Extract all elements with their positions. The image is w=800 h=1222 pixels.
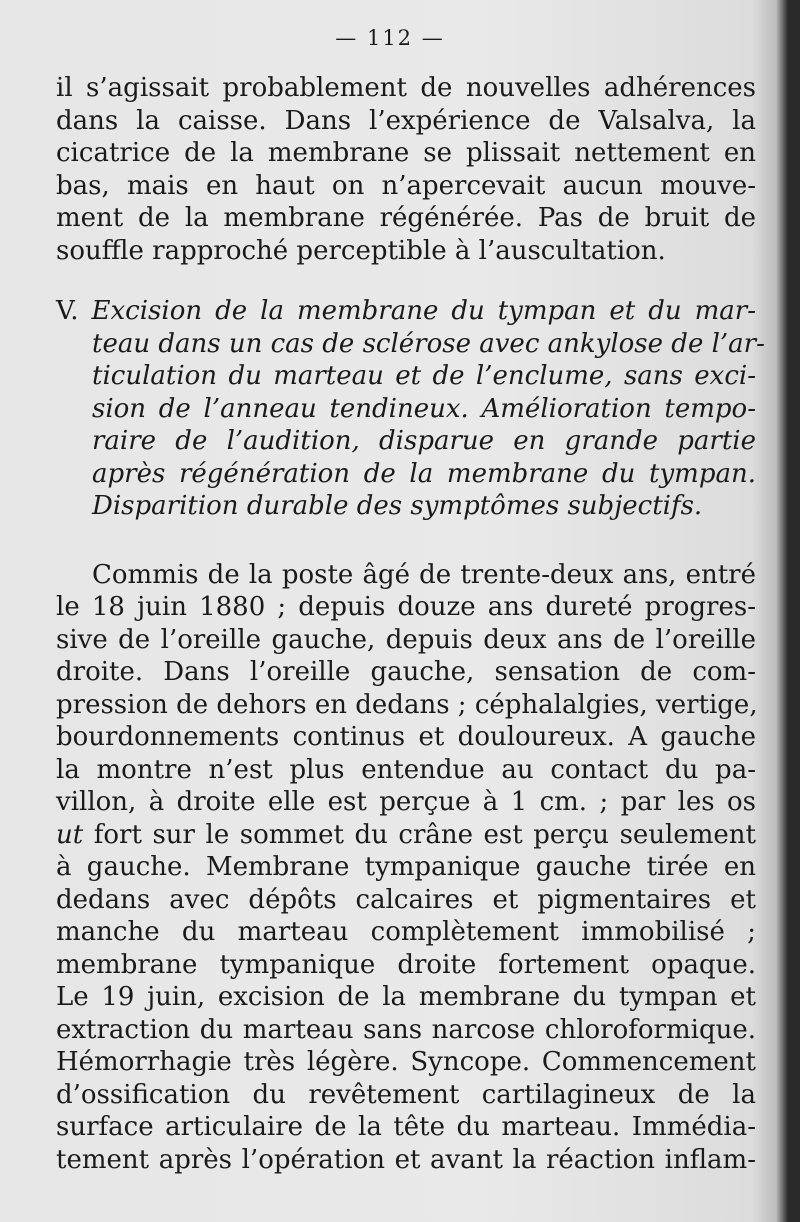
text-line: sive de l’oreille gauche, depuis deux ans de l’oreille (56, 624, 756, 655)
text-line: il s’agissait probablement de nouvelles adhérences (56, 73, 756, 103)
text-line: manche du marteau complètement immobilisé ; (56, 917, 756, 947)
text-line: d’ossification du revêtement cartilagineux de la (56, 1079, 756, 1110)
text-line: souffle rapproché perceptible à l’auscultation. (56, 235, 666, 266)
text-line: le 18 juin 1880 ; depuis douze ans dureté progres- (56, 592, 756, 622)
heading-line: teau dans un cas de sclérose avec ankylose de l’ar- (92, 328, 765, 359)
text-line: extraction du marteau sans narcose chloroformique. (56, 1014, 756, 1045)
text-line: bourdonnements continus et douloureux. A gauche (56, 722, 756, 752)
section-heading (56, 295, 765, 523)
text-line: pression de dehors en dedans ; céphalalgies, vertige, (56, 689, 758, 720)
heading-line: raire de l’audition, disparue en grande partie (92, 426, 756, 456)
text-line: membrane tympanique droite fortement opaque. (56, 949, 756, 980)
heading-line: sion de l’anneau tendineux. Amélioration tempo- (92, 393, 756, 424)
text-line: droite. Dans l’oreille gauche, sensation de com- (56, 657, 756, 687)
section-number: V. (56, 296, 79, 326)
heading-line: après régénération de la membrane du tympan. (92, 458, 756, 489)
page-number: — 112 — (335, 26, 445, 50)
heading-line: Disparition durable des symptômes subjectifs. (92, 491, 703, 521)
text-line: ut fort sur le sommet du crâne est perçu seulement (56, 819, 756, 850)
text-line: villon, à droite elle est perçue à 1 cm. ; par les os (56, 787, 756, 817)
text-line: Le 19 juin, excision de la membrane du tympan et (56, 982, 756, 1012)
text-line: dedans avec dépôts calcaires et pigmentaires et (56, 884, 756, 915)
text-line: cicatrice de la membrane se plissait nettement en (56, 138, 756, 168)
text-line: à gauche. Membrane tympanique gauche tirée en (56, 852, 756, 882)
page-text (56, 72, 765, 1176)
paragraph-1 (56, 72, 756, 267)
text-line: tement après l’opération et avant la réaction inflam- (56, 1144, 756, 1175)
text-line: Hémorrhagie très légère. Syncope. Commencement (56, 1047, 756, 1077)
text-line: la montre n’est plus entendue au contact du pa- (56, 754, 756, 785)
text-line: dans la caisse. Dans l’expérience de Valsalva, la (56, 105, 756, 136)
text-line: surface articulaire de la tête du marteau. Immédia- (56, 1112, 756, 1142)
text-line: bas, mais en haut on n’apercevait aucun mouve- (56, 170, 756, 201)
heading-text: Excision de la membrane du tympan et du mar- (91, 296, 757, 326)
heading-line: ticulation du marteau et de l’enclume, sans exci- (92, 361, 756, 391)
paragraph-2 (56, 559, 756, 1177)
italic-term: ut (56, 819, 84, 850)
text-line: ment de la membrane régénérée. Pas de bruit de (56, 203, 756, 233)
heading-line-1 (56, 295, 756, 328)
text-line: Commis de la poste âgé de trente-deux ans, entré (92, 559, 756, 590)
